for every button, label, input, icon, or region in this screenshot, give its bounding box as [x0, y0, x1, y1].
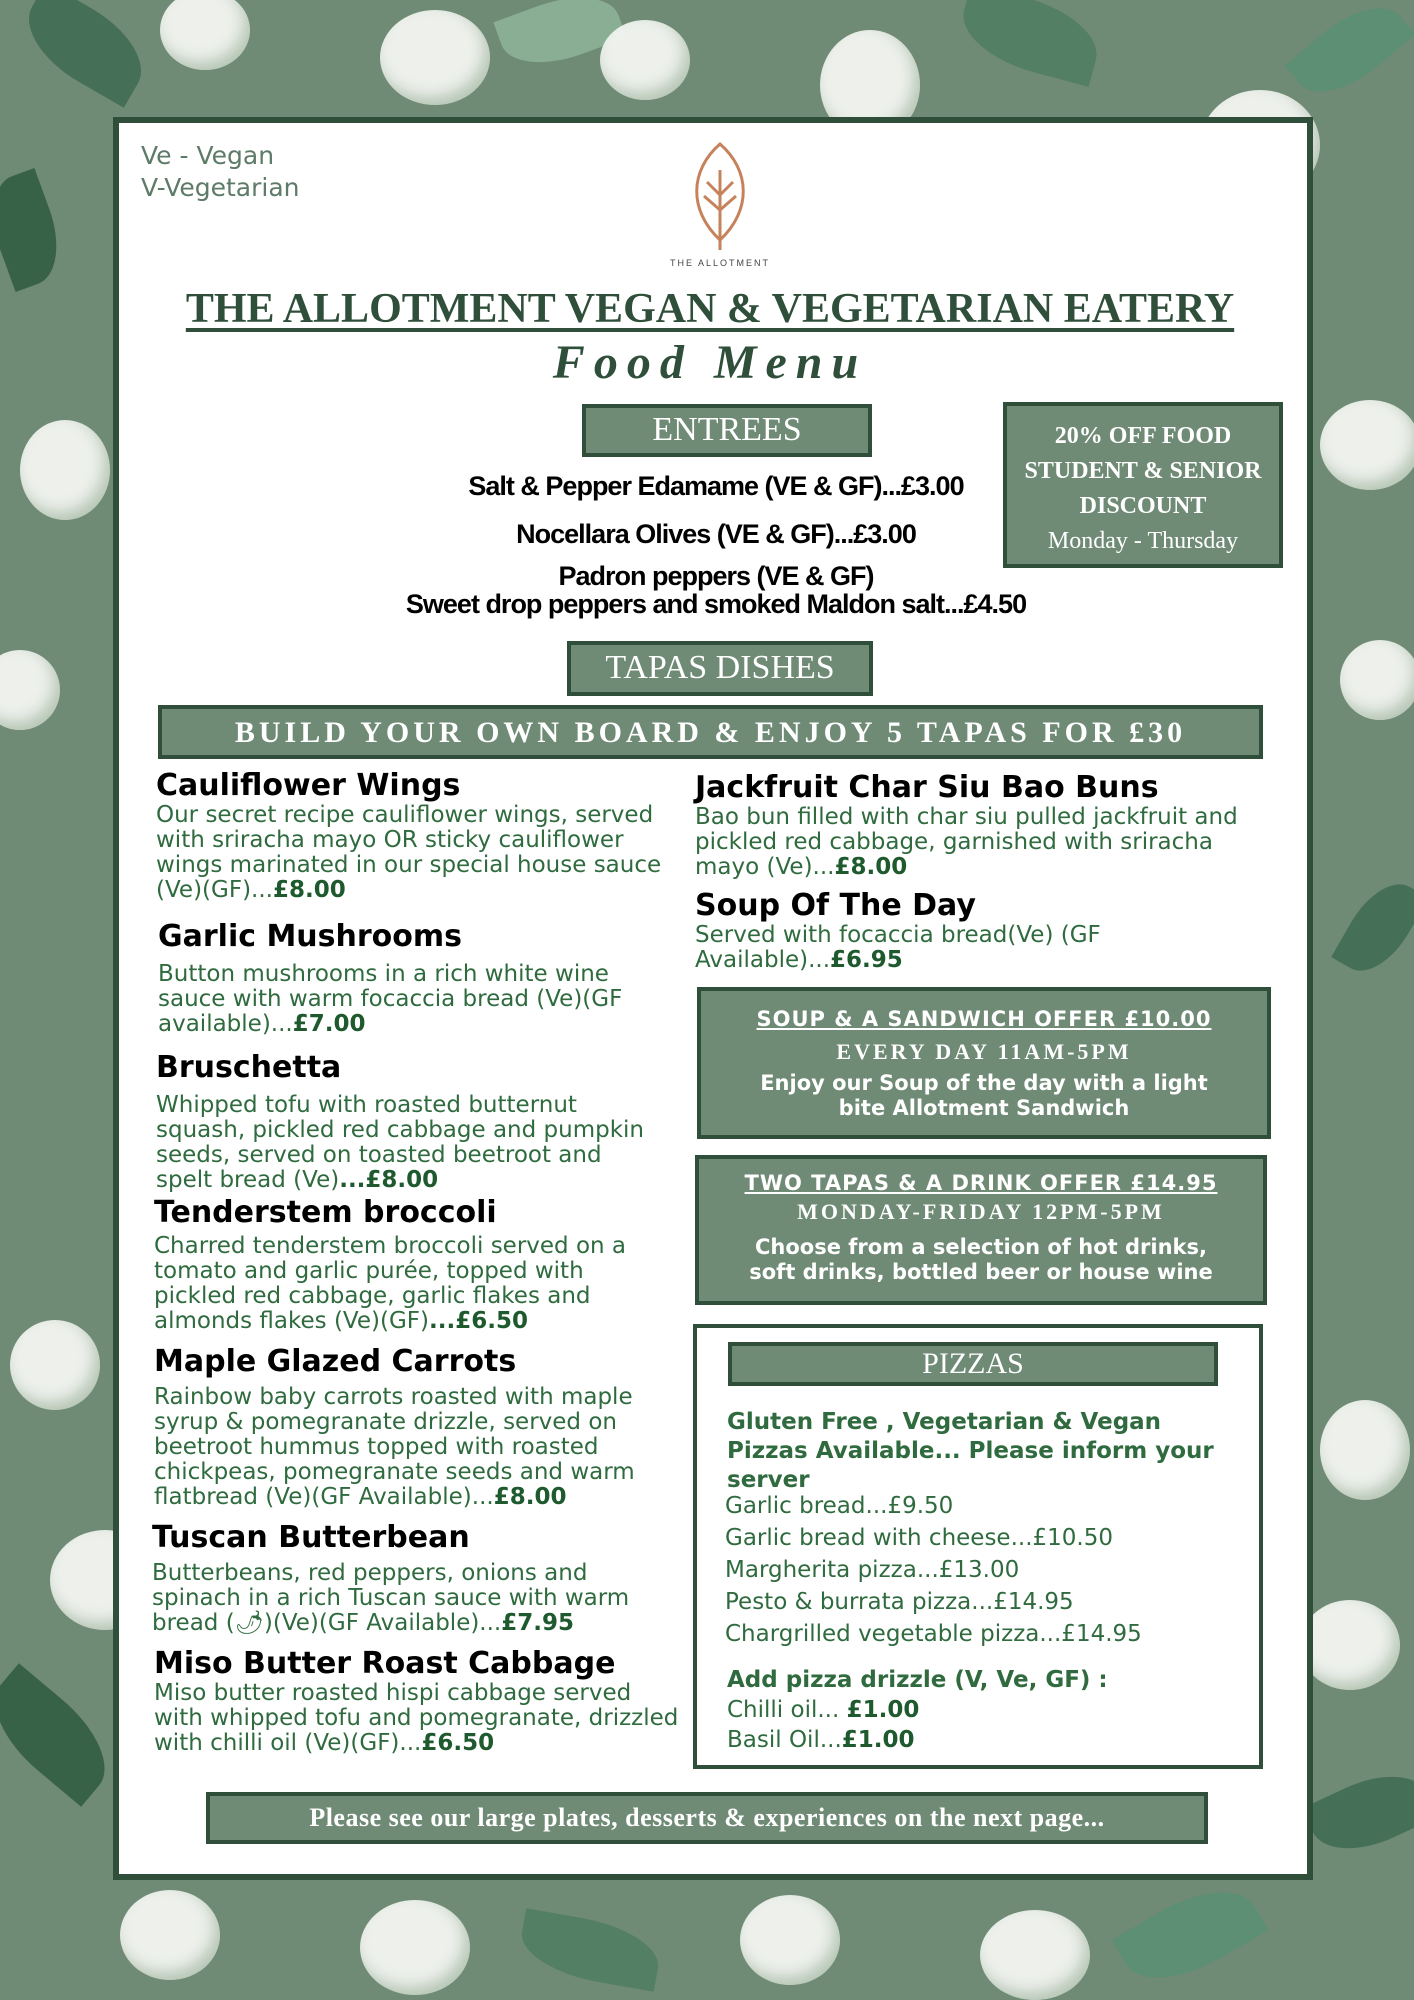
dish-desc-text: Miso butter roasted hispi cabbage served with whipped tofu and pomegranate, drizzled with chilli oil (Ve)(GF)... — [154, 1680, 679, 1756]
discount-line: DISCOUNT — [1079, 493, 1207, 519]
dish-name: Cauliflower Wings — [156, 768, 461, 803]
pizza-item: Garlic bread with cheese...£10.50 — [725, 1525, 1113, 1551]
tapas-item — [154, 1195, 664, 1334]
dish-desc-text: Butterbeans, red peppers, onions and spinach in a rich Tuscan sauce with warm bread (🌶)(Ve)(GF Available)... — [152, 1560, 630, 1636]
pizza-item: Garlic bread...£9.50 — [725, 1493, 954, 1519]
offer-schedule: MONDAY-FRIDAY 12PM-5PM — [797, 1199, 1165, 1224]
discount-line: 20% OFF FOOD — [1054, 423, 1232, 449]
tapas-item — [156, 1050, 656, 1193]
page-title: THE ALLOTMENT VEGAN & VEGETARIAN EATERY — [185, 286, 1235, 332]
drizzle-price: £1.00 — [846, 1697, 920, 1723]
dish-price: £7.00 — [292, 1011, 366, 1037]
tapas-item — [695, 888, 1135, 973]
page-subtitle: Food Menu — [552, 336, 868, 389]
legend-vegetarian: V-Vegetarian — [141, 173, 300, 202]
pizzas-list — [725, 1490, 1245, 1650]
dish-name: Soup Of The Day — [695, 888, 976, 923]
dish-desc-text: Rainbow baby carrots roasted with maple syrup & pomegranate drizzle, served on beetroot hummus topped with roasted chickpeas, pomegranate seeds and warm flatbread (Ve)(GF Available)... — [154, 1384, 635, 1510]
dish-price: £7.95 — [501, 1610, 575, 1636]
dish-description — [154, 1234, 664, 1334]
drizzle-item — [727, 1725, 1247, 1755]
dish-name: Tenderstem broccoli — [154, 1195, 497, 1230]
offer-heading: SOUP & A SANDWICH OFFER £10.00 — [756, 1007, 1212, 1031]
diet-legend — [141, 140, 300, 204]
dish-description — [154, 1385, 684, 1510]
tapas-heading-label: TAPAS DISHES — [605, 649, 835, 686]
offer-schedule: EVERY DAY 11AM-5PM — [836, 1039, 1132, 1064]
dish-price: ...£6.50 — [429, 1308, 528, 1334]
entrees-heading — [582, 404, 872, 457]
dish-price: £8.00 — [272, 877, 346, 903]
tapas-item — [154, 1646, 684, 1756]
entrees-heading-label: ENTREES — [652, 411, 802, 448]
drizzle-price: £1.00 — [841, 1727, 915, 1753]
discount-line: STUDENT & SENIOR — [1024, 458, 1262, 484]
dish-description — [154, 1681, 684, 1756]
pizza-drizzles — [727, 1665, 1247, 1755]
entree-item: Sweet drop peppers and smoked Maldon salt...£4.50 — [405, 589, 1027, 619]
drizzle-name: Basil Oil... — [727, 1727, 842, 1753]
discount-days: Monday - Thursday — [1047, 528, 1239, 554]
dish-name: Miso Butter Roast Cabbage — [154, 1646, 616, 1681]
dish-name: Jackfruit Char Siu Bao Buns — [695, 770, 1159, 805]
tapas-heading — [567, 641, 873, 696]
drizzle-heading: Add pizza drizzle (V, Ve, GF) : — [727, 1667, 1108, 1693]
pizza-item: Pesto & burrata pizza...£14.95 — [725, 1589, 1074, 1615]
dish-name: Tuscan Butterbean — [152, 1520, 470, 1555]
soup-sandwich-offer — [697, 987, 1271, 1139]
brand-logo — [660, 140, 780, 268]
dish-price: £8.00 — [493, 1484, 567, 1510]
tapas-item — [695, 770, 1255, 880]
pizza-item: Chargrilled vegetable pizza...£14.95 — [725, 1621, 1142, 1647]
dish-description — [152, 1561, 682, 1636]
dish-desc-text: Served with focaccia bread(Ve) (GF Available)... — [695, 922, 1101, 973]
leaf-logo-icon — [680, 140, 760, 250]
tapas-item — [154, 1344, 684, 1510]
entree-item: Salt & Pepper Edamame (VE & GF)...£3.00 — [468, 471, 964, 501]
dish-desc-text: Charred tenderstem broccoli served on a tomato and garlic purée, topped with pickled red cabbage, garlic flakes and almonds flakes (Ve)(GF) — [154, 1233, 627, 1334]
dish-price: £8.00 — [834, 854, 908, 880]
dish-name: Bruschetta — [156, 1050, 342, 1085]
dish-price: £6.50 — [421, 1730, 495, 1756]
entree-item: Nocellara Olives (VE & GF)...£3.00 — [516, 519, 916, 549]
tapas-item — [156, 768, 676, 903]
dish-price: £6.95 — [830, 947, 903, 973]
dish-desc-text: Button mushrooms in a rich white wine sauce with warm focaccia bread (Ve)(GF available)... — [158, 961, 623, 1037]
dish-price: ...£8.00 — [339, 1167, 439, 1193]
tapas-drink-offer — [695, 1155, 1267, 1305]
next-page-note — [206, 1792, 1208, 1844]
dish-name: Garlic Mushrooms — [158, 919, 463, 954]
tapas-banner — [158, 705, 1263, 759]
tapas-banner-label: BUILD YOUR OWN BOARD & ENJOY 5 TAPAS FOR £30 — [234, 716, 1187, 749]
pizzas-heading-label: PIZZAS — [922, 1347, 1024, 1380]
entree-item: Padron peppers (VE & GF) — [558, 561, 874, 591]
dish-desc-text: Our secret recipe cauliflower wings, served with sriracha mayo OR sticky cauliflower wings marinated in our special house sauce (Ve)(GF)... — [156, 802, 662, 903]
pizzas-note: Gluten Free , Vegetarian & Vegan Pizzas Available... Please inform your server — [727, 1409, 1214, 1493]
dish-name: Maple Glazed Carrots — [154, 1344, 517, 1379]
drizzle-item — [727, 1695, 1247, 1725]
pizza-item: Margherita pizza...£13.00 — [725, 1557, 1020, 1583]
brand-name: THE ALLOTMENT — [669, 258, 770, 268]
dish-description — [156, 803, 676, 903]
offer-description: Choose from a selection of hot drinks, soft drinks, bottled beer or house wine — [749, 1235, 1213, 1284]
dish-description — [156, 1093, 656, 1193]
drizzle-name: Chilli oil... — [727, 1697, 847, 1723]
dish-desc-text: Whipped tofu with roasted butternut squash, pickled red cabbage and pumpkin seeds, served on toasted beetroot and spelt bread (Ve) — [156, 1092, 644, 1193]
next-page-note-text: Please see our large plates, desserts & experiences on the next page... — [309, 1803, 1105, 1832]
dish-description — [695, 923, 1135, 973]
pizzas-heading — [728, 1342, 1218, 1386]
tapas-item — [158, 919, 658, 1037]
dish-desc-text: Bao bun filled with char siu pulled jackfruit and pickled red cabbage, garnished with sriracha mayo (Ve)... — [695, 804, 1238, 880]
offer-heading: TWO TAPAS & A DRINK OFFER £14.95 — [744, 1171, 1218, 1195]
tapas-item — [152, 1520, 682, 1636]
dish-description — [695, 805, 1255, 880]
legend-vegan: Ve - Vegan — [141, 141, 275, 170]
offer-description: Enjoy our Soup of the day with a light bite Allotment Sandwich — [760, 1071, 1208, 1120]
dish-description — [158, 962, 658, 1037]
